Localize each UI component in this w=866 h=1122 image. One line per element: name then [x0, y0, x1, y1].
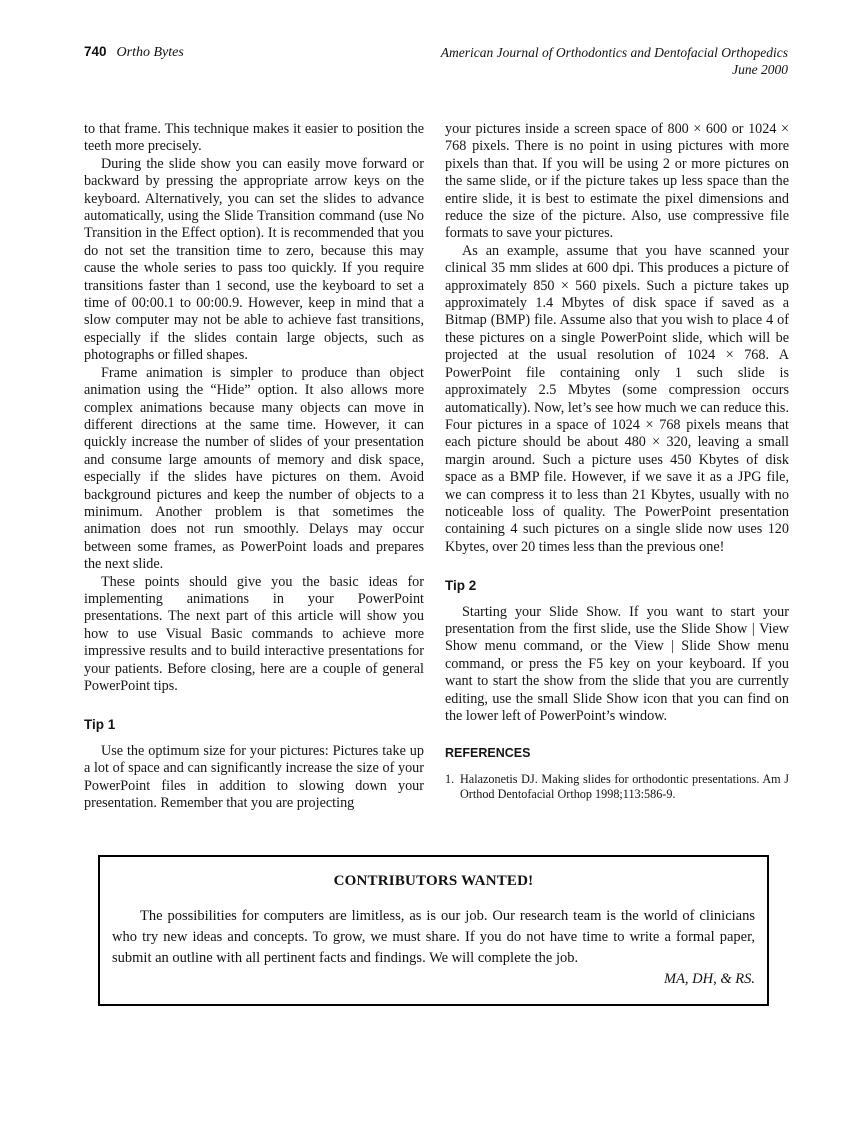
- tip1-paragraph: Use the optimum size for your pictures: Pictures take up a lot of space and can significantly increase the size of your PowerPoint files in addition to slowing down your presentation. Remember that you are projecting: [84, 742, 424, 812]
- body-paragraph: Frame animation is simpler to produce than object animation using the “Hide” option. It also allows more complex animations because many objects can move in different directions at the same time. However, it can quickly increase the number of slides of your presentation and consume large amounts of memory and disk space, especially if the slides have pictures on them. Avoid background pictures and keep the number of objects to a minimum. Another problem is that sometimes the animation does not run smoothly. Delays may occur between some frames, as PowerPoint loads and prepares the next slide.: [84, 364, 424, 573]
- section-title: Ortho Bytes: [116, 45, 184, 60]
- reference-number: 1.: [445, 771, 455, 786]
- body-paragraph: your pictures inside a screen space of 800 × 600 or 1024 × 768 pixels. There is no point in using pictures with more pixels than that. If you will be using 2 or more pictures on the same slide, or if the picture takes up less space than the entire slide, it is best to estimate the pixel dimensions and reduce the size of the picture. Also, use compressive file formats to save your pictures.: [445, 121, 789, 242]
- body-paragraph: to that frame. This technique makes it easier to position the teeth more precisely.: [84, 121, 424, 155]
- page-number: 740: [84, 44, 107, 59]
- tip2-paragraph: Starting your Slide Show. If you want to start your presentation from the first slide, use the Slide Show | View Show menu command, or the View | Slide Show menu command, or press the F5 key on your keyboard. If you want to start the show from the slide that you are currently editing, use the small Slide Show icon that you can find on the lower left of PowerPoint’s window.: [445, 603, 789, 724]
- contributors-body: The possibilities for computers are limitless, as is our job. Our research team is the world of clinicians who try new ideas and concepts. To grow, we must share. If you do not have time to write a formal paper, submit an outline with all pertinent facts and findings. We will complete the job.: [112, 908, 755, 966]
- journal-title: American Journal of Orthodontics and Dentofacial Orthopedics: [440, 45, 788, 60]
- tip2-heading: Tip 2: [445, 578, 477, 594]
- issue-date: June 2000: [732, 62, 788, 77]
- running-head-right: [441, 44, 788, 78]
- tip1-heading: Tip 1: [84, 717, 116, 733]
- contributors-box: [98, 855, 769, 1006]
- body-paragraph: During the slide show you can easily move forward or backward by pressing the appropriate arrow keys on the keyboard. Alternatively, you can set the slides to advance automatically, using the Slide Transition command (use No Transition in the Effect option). It is recommended that you do not set the transition time to zero, because this may cause the whole series to pass too quickly. If you require transitions faster than 1 second, use the keyboard to set a time of 00:00.1 to 00:00.9. However, keep in mind that a slow computer may not be able to achieve fast transitions, especially if the slides contain large objects, such as photographs or filled shapes.: [84, 155, 424, 364]
- body-paragraph: As an example, assume that you have scanned your clinical 35 mm slides at 600 dpi. This produces a picture of approximately 850 × 560 pixels. Such a picture takes up approximately 1.4 Mbytes of disk space if saved as a Bitmap (BMP) file. Assume also that you wish to place 4 of these pictures on a single PowerPoint slide, which will be projected at the usual resolution of 1024 × 768. A PowerPoint file containing only 1 such slide is approximately 2.5 Mbytes (some compression occurs automatically). Now, let’s see how much we can reduce this. Four pictures in a space of 1024 × 768 pixels means that each picture should be about 480 × 320, leaving a small margin around. Such a picture uses 450 Kbytes of disk space as a BMP file. However, if we save it as a JPG file, we can compress it to less than 21 Kbytes, usually with no noticeable loss of quality. The PowerPoint presentation containing 4 such pictures on a single slide now uses 120 Kbytes, over 20 times less than the previous one!: [445, 242, 789, 555]
- contributors-signature: MA, DH, & RS.: [663, 971, 755, 987]
- right-column: [445, 121, 789, 803]
- contributors-title: CONTRIBUTORS WANTED!: [333, 873, 534, 889]
- running-head-left: [84, 44, 184, 61]
- left-column: [84, 121, 424, 812]
- body-paragraph: These points should give you the basic ideas for implementing animations in your PowerPoint presentations. The next part of this article will show you how to use Visual Basic commands to achieve more impressive results and to build interactive presentations for your patients. Before closing, here are a couple of general PowerPoint tips.: [84, 573, 424, 694]
- reference-text: Halazonetis DJ. Making slides for orthodontic presentations. Am J Orthod Dentofacial Orthop 1998;113:586-9.: [460, 771, 789, 802]
- references-heading: REFERENCES: [445, 746, 531, 761]
- reference-item: [445, 772, 789, 803]
